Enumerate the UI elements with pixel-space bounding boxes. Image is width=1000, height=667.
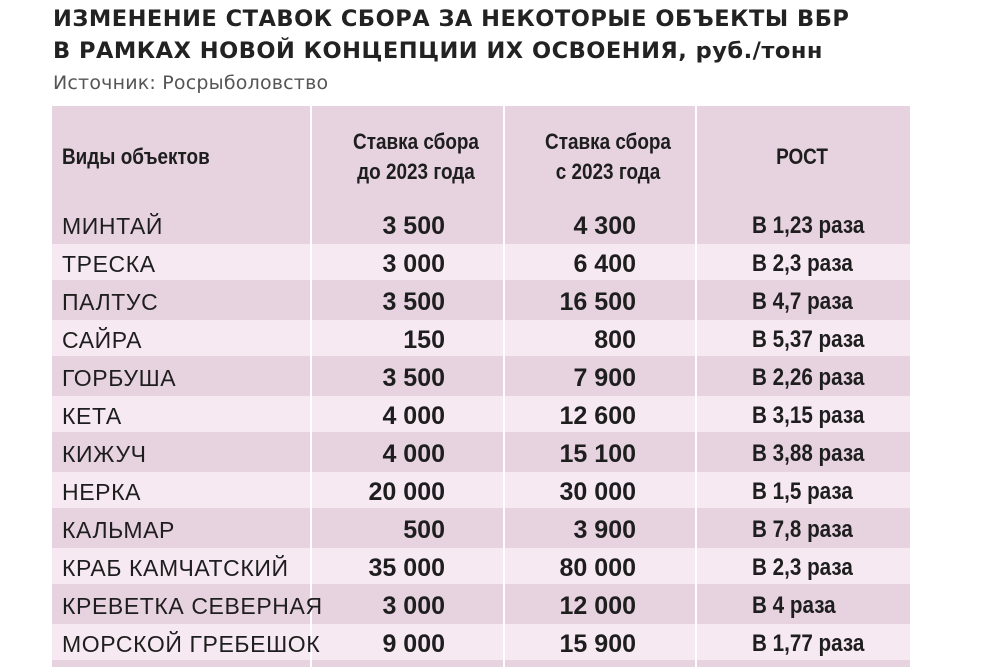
column-divider xyxy=(503,320,505,356)
cell-growth: В 1,5 раза xyxy=(752,478,853,505)
column-divider xyxy=(695,472,697,508)
column-divider xyxy=(695,396,697,432)
cell-object-name: САЙРА xyxy=(62,327,143,353)
table-row xyxy=(52,320,910,356)
table-row xyxy=(52,358,910,394)
cell-rate-before: 150 xyxy=(403,326,445,354)
column-divider xyxy=(503,434,505,470)
column-divider xyxy=(310,510,312,546)
header-growth: РОСТ xyxy=(776,143,828,169)
column-divider xyxy=(503,206,505,242)
cell-rate-before: 3 500 xyxy=(382,212,445,240)
column-divider xyxy=(310,358,312,394)
column-divider xyxy=(310,396,312,432)
cell-rate-after: 7 900 xyxy=(573,364,636,392)
column-divider xyxy=(310,472,312,508)
column-divider xyxy=(695,320,697,356)
column-divider xyxy=(503,586,505,622)
cell-growth: В 2,3 раза xyxy=(752,554,853,581)
column-divider xyxy=(695,206,697,242)
header-rate-from-2023: Ставка сбора с 2023 года xyxy=(545,128,671,184)
title-line-1: ИЗМЕНЕНИЕ СТАВОК СБОРА ЗА НЕКОТОРЫЕ ОБЪЕКТЫ ВБР xyxy=(53,6,850,32)
column-divider xyxy=(310,434,312,470)
cell-growth: В 2,3 раза xyxy=(752,250,853,277)
cell-growth: В 4,7 раза xyxy=(752,288,853,315)
table-header-row xyxy=(52,106,910,207)
infographic-title xyxy=(53,3,983,67)
column-divider xyxy=(310,206,312,242)
cell-growth: В 2,26 раза xyxy=(752,364,865,391)
cell-rate-before: 9 000 xyxy=(382,630,445,658)
cell-rate-after: 15 100 xyxy=(559,440,636,468)
column-divider xyxy=(503,510,505,546)
column-divider xyxy=(695,624,697,660)
cell-rate-after: 12 600 xyxy=(559,402,636,430)
column-divider xyxy=(695,548,697,584)
cell-object-name: КРЕВЕТКА СЕВЕРНАЯ xyxy=(62,593,323,619)
table-row xyxy=(52,206,910,242)
header-rate-before-2023: Ставка сбора до 2023 года xyxy=(353,128,479,184)
column-divider xyxy=(310,244,312,280)
column-divider xyxy=(503,396,505,432)
column-divider xyxy=(503,548,505,584)
cell-rate-before: 35 000 xyxy=(368,554,445,582)
column-divider xyxy=(503,624,505,660)
cell-object-name: КИЖУЧ xyxy=(62,441,147,467)
source-note: Источник: Росрыболовство xyxy=(53,72,329,94)
cell-growth: В 1,77 раза xyxy=(752,630,865,657)
cell-growth: В 4 раза xyxy=(752,592,836,619)
cell-growth: В 1,23 раза xyxy=(752,212,865,239)
cell-rate-after: 12 000 xyxy=(559,592,636,620)
column-divider xyxy=(310,282,312,318)
cell-rate-before: 4 000 xyxy=(382,402,445,430)
column-divider xyxy=(695,586,697,622)
table-row xyxy=(52,510,910,546)
cell-rate-after: 800 xyxy=(594,326,636,354)
cell-object-name: НЕРКА xyxy=(62,479,142,505)
column-divider xyxy=(503,244,505,280)
column-divider xyxy=(503,282,505,318)
column-divider xyxy=(695,244,697,280)
table-row xyxy=(52,586,910,622)
table-row xyxy=(52,472,910,508)
table-row xyxy=(52,548,910,584)
table-row xyxy=(52,434,910,470)
column-divider xyxy=(310,548,312,584)
cell-rate-before: 3 000 xyxy=(382,592,445,620)
cell-object-name: МОРСКОЙ ГРЕБЕШОК xyxy=(62,631,321,657)
cell-growth: В 3,15 раза xyxy=(752,402,865,429)
column-divider xyxy=(695,510,697,546)
cell-rate-before: 3 500 xyxy=(382,364,445,392)
cell-object-name: ТРЕСКА xyxy=(62,251,156,277)
cell-rate-after: 6 400 xyxy=(573,250,636,278)
cell-rate-before: 20 000 xyxy=(368,478,445,506)
table-row xyxy=(52,244,910,280)
column-divider xyxy=(503,472,505,508)
cell-growth: В 5,37 раза xyxy=(752,326,865,353)
cell-object-name: МИНТАЙ xyxy=(62,213,164,239)
title-line-2: В РАМКАХ НОВОЙ КОНЦЕПЦИИ ИХ ОСВОЕНИЯ, руб./тонн xyxy=(53,38,823,64)
table-row xyxy=(52,282,910,318)
column-divider xyxy=(310,320,312,356)
cell-rate-before: 3 500 xyxy=(382,288,445,316)
cell-rate-after: 80 000 xyxy=(559,554,636,582)
column-divider xyxy=(695,358,697,394)
cell-rate-after: 15 900 xyxy=(559,630,636,658)
header-object-type: Виды объектов xyxy=(62,143,210,169)
table-row xyxy=(52,396,910,432)
cell-object-name: КРАБ КАМЧАТСКИЙ xyxy=(62,555,289,581)
column-divider xyxy=(503,358,505,394)
cell-rate-after: 3 900 xyxy=(573,516,636,544)
cell-rate-after: 30 000 xyxy=(559,478,636,506)
cell-growth: В 3,88 раза xyxy=(752,440,865,467)
cell-object-name: ГОРБУША xyxy=(62,365,177,391)
cell-rate-before: 4 000 xyxy=(382,440,445,468)
cell-rate-after: 4 300 xyxy=(573,212,636,240)
cell-object-name: ПАЛТУС xyxy=(62,289,159,315)
column-divider xyxy=(695,282,697,318)
cell-rate-before: 500 xyxy=(403,516,445,544)
cell-growth: В 7,8 раза xyxy=(752,516,853,543)
cell-rate-before: 3 000 xyxy=(382,250,445,278)
cell-object-name: КАЛЬМАР xyxy=(62,517,175,543)
column-divider xyxy=(695,434,697,470)
table-row xyxy=(52,624,910,660)
cell-object-name: КЕТА xyxy=(62,403,122,429)
cell-rate-after: 16 500 xyxy=(559,288,636,316)
